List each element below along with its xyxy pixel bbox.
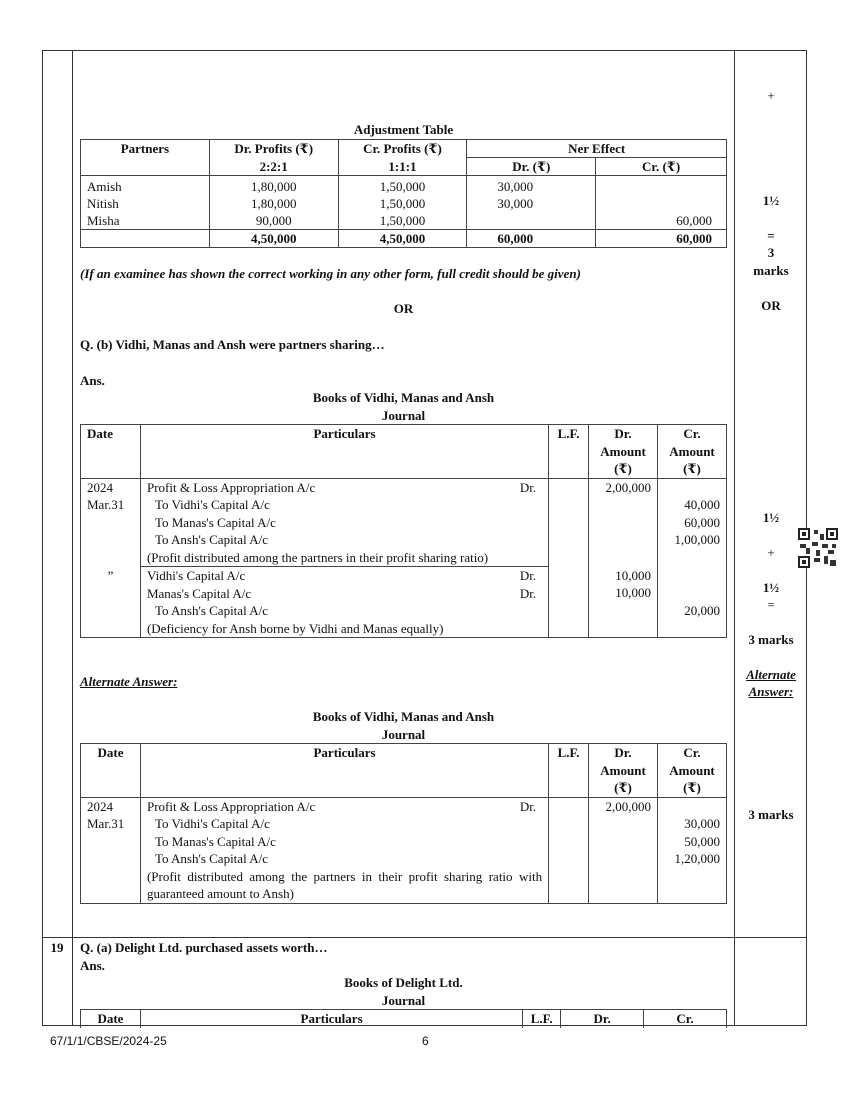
partner-name: Nitish [81, 195, 210, 212]
marks-total: 3 marks [748, 632, 794, 647]
question-number: 19 [50, 940, 64, 955]
marks-one-half: 1½ [762, 580, 780, 595]
header-date: Date [81, 1010, 141, 1028]
marks-plus: + [767, 545, 775, 560]
header-dr-ratio: 2:2:1 [209, 158, 338, 176]
row-divider [42, 937, 807, 938]
or-separator: OR [393, 301, 414, 316]
totals-row [81, 230, 727, 248]
header-net-effect: Ner Effect [467, 140, 727, 158]
dr-profits-value: 90,000 [209, 212, 338, 230]
marks-equals: = [767, 228, 775, 243]
net-dr-value: 30,000 [467, 195, 596, 212]
net-dr-value: 30,000 [467, 176, 596, 196]
journal2-books-title: Books of Vidhi, Manas and Ansh [312, 709, 495, 724]
ans-label: Ans. [80, 373, 105, 388]
marks-total-word: marks [753, 263, 789, 278]
journal-entry [81, 478, 727, 567]
question-19a: Q. (a) Delight Ltd. purchased assets worth… [80, 940, 328, 955]
dr-profits-value: 1,80,000 [209, 176, 338, 196]
header-partners: Partners [81, 140, 210, 176]
journal-entry [81, 567, 727, 638]
partner-name: Amish [81, 176, 210, 196]
total-net-dr: 60,000 [467, 230, 596, 248]
marks-one-half: 1½ [762, 510, 780, 525]
net-cr-value [596, 176, 727, 196]
journal1-books-title: Books of Vidhi, Manas and Ansh [312, 390, 495, 405]
header-date: Date [81, 744, 141, 798]
entry-dr-amount: 2,00,000 [589, 478, 658, 567]
entry-cr-amount: 20,000 [658, 567, 727, 638]
journal-table-2 [80, 743, 727, 904]
net-cr-value [596, 195, 727, 212]
entry-lf [549, 797, 589, 903]
entry-cr-amounts: 40,000 60,000 1,00,000 [658, 478, 727, 567]
entry-dr-amounts: 10,000 10,000 [589, 567, 658, 638]
header-net-cr: Cr. (₹) [596, 158, 727, 176]
marks-alternate-line2: Answer: [748, 684, 794, 699]
header-cr-ratio: 1:1:1 [338, 158, 467, 176]
header-cr-amount: Cr. Amount (₹) [658, 425, 727, 479]
journal-entry [81, 797, 727, 903]
marks-equals: = [767, 597, 775, 612]
cr-profits-value: 1,50,000 [338, 176, 467, 196]
net-dr-value [467, 212, 596, 230]
header-lf: L.F. [523, 1010, 561, 1028]
entry-particulars: Profit & Loss Appropriation A/c Dr. To Vidhi's Capital A/c To Manas's Capital A/c To Ansh's Capital A/c (Profit distributed among the partners in their profit sharing ratio) [140, 478, 548, 567]
total-dr-profits: 4,50,000 [209, 230, 338, 248]
entry-date: ” [81, 567, 141, 638]
q19-books-title: Books of Delight Ltd. [344, 975, 463, 990]
header-cr-profits: Cr. Profits (₹) [338, 140, 467, 158]
net-cr-value: 60,000 [596, 212, 727, 230]
header-particulars: Particulars [140, 744, 548, 798]
entry-particulars: Profit & Loss Appropriation A/c Dr. To Vidhi's Capital A/c To Manas's Capital A/c To Ansh's Capital A/c (Profit distributed among the partners in their profit sharing ratio with guaranteed amount to Ansh) [140, 797, 548, 903]
header-dr-amount: Dr. Amount (₹) [589, 744, 658, 798]
header-particulars: Particulars [140, 1010, 522, 1028]
marks-alternate-line1: Alternate [746, 667, 796, 682]
alternate-answer-label: Alternate Answer: [80, 674, 178, 689]
marks-or: OR [761, 298, 781, 313]
header-cr-amount: Cr. Amount (₹) [658, 744, 727, 798]
entry-particulars: Vidhi's Capital A/c Dr. Manas's Capital A/c Dr. To Ansh's Capital A/c (Deficiency for Ansh borne by Vidhi and Manas equally) [140, 567, 548, 638]
header-dr-profits: Dr. Profits (₹) [209, 140, 338, 158]
adjustment-table [80, 139, 727, 248]
journal-table-q19 [80, 1009, 727, 1028]
cr-profits-value: 1,50,000 [338, 195, 467, 212]
entry-date: 2024 Mar.31 [81, 478, 141, 567]
header-particulars: Particulars [140, 425, 548, 479]
table-row [81, 195, 727, 212]
header-cr: Cr. [644, 1010, 727, 1028]
journal2-title: Journal [381, 727, 426, 742]
question-b: Q. (b) Vidhi, Manas and Ansh were partners sharing… [80, 337, 385, 352]
total-net-cr: 60,000 [596, 230, 727, 248]
adjustment-table-title: Adjustment Table [353, 122, 454, 137]
entry-cr-amounts: 30,000 50,000 1,20,000 [658, 797, 727, 903]
header-lf: L.F. [549, 425, 589, 479]
page-number: 6 [422, 1034, 429, 1048]
header-net-dr: Dr. (₹) [467, 158, 596, 176]
header-dr: Dr. [561, 1010, 644, 1028]
header-dr-amount: Dr. Amount (₹) [589, 425, 658, 479]
footer-code: 67/1/1/CBSE/2024-25 [50, 1034, 167, 1048]
examiner-note: (If an examinee has shown the correct working in any other form, full credit should be given) [80, 266, 581, 281]
table-row [81, 176, 727, 196]
marks-total: 3 marks [748, 807, 794, 822]
table-row [81, 212, 727, 230]
partner-name: Misha [81, 212, 210, 230]
header-lf: L.F. [549, 744, 589, 798]
cr-profits-value: 1,50,000 [338, 212, 467, 230]
marks-total-number: 3 [767, 245, 775, 260]
question-number-column-divider [72, 50, 73, 1026]
total-cr-profits: 4,50,000 [338, 230, 467, 248]
marks-one-half: 1½ [762, 193, 780, 208]
header-date: Date [81, 425, 141, 479]
entry-dr-amount: 2,00,000 [589, 797, 658, 903]
marks-plus: + [767, 88, 775, 103]
q19-journal-title: Journal [381, 993, 426, 1008]
entry-date: 2024 Mar.31 [81, 797, 141, 903]
qr-code-icon [798, 528, 838, 568]
q19-ans-label: Ans. [80, 958, 105, 973]
dr-profits-value: 1,80,000 [209, 195, 338, 212]
journal1-title: Journal [381, 408, 426, 423]
journal-table-1 [80, 424, 727, 638]
entry-lf [549, 478, 589, 638]
